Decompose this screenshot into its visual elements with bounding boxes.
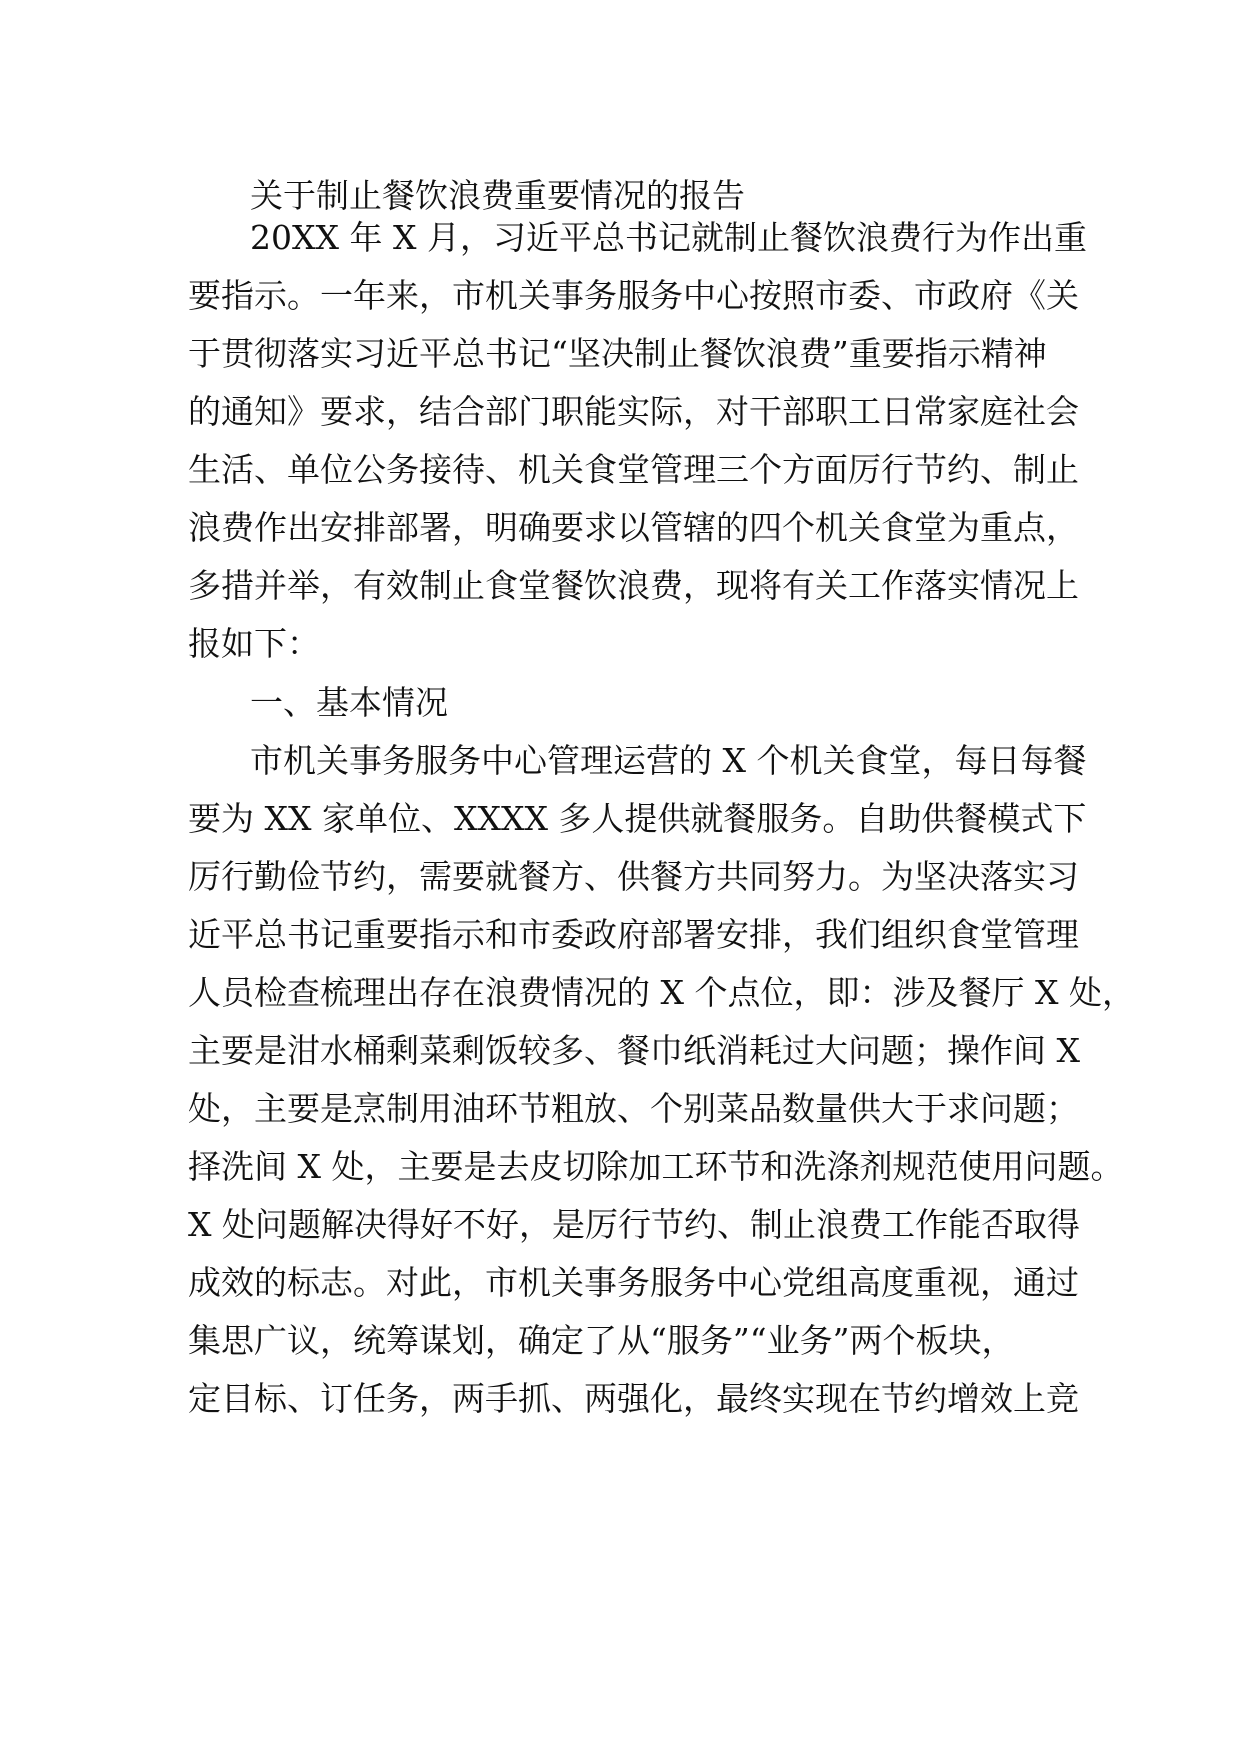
document-title: 关于制止餐饮浪费重要情况的报告 (250, 176, 745, 215)
paragraph-line: 定目标、订任务，两手抓、两强化，最终实现在节约增效上竞 (188, 1379, 1079, 1418)
paragraph-line: 择洗间 X 处，主要是去皮切除加工环节和洗涤剂规范使用问题。 (188, 1147, 1124, 1186)
paragraph-line: 成效的标志。对此，市机关事务服务中心党组高度重视，通过 (188, 1263, 1079, 1302)
paragraph-line: 生活、单位公务接待、机关食堂管理三个方面厉行节约、制止 (188, 450, 1079, 489)
paragraph-line: 于贯彻落实习近平总书记“坚决制止餐饮浪费”重要指示精神 (188, 334, 1047, 373)
paragraph-line: 人员检查梳理出存在浪费情况的 X 个点位，即：涉及餐厅 X 处， (188, 973, 1135, 1012)
section-heading: 一、基本情况 (250, 683, 448, 722)
paragraph-line: 多措并举，有效制止食堂餐饮浪费，现将有关工作落实情况上 (188, 566, 1079, 605)
paragraph-line: 主要是泔水桶剩菜剩饭较多、餐巾纸消耗过大问题；操作间 X (188, 1031, 1080, 1070)
paragraph-line: 20XX 年 X 月，习近平总书记就制止餐饮浪费行为作出重 (250, 218, 1087, 257)
paragraph-line: 厉行勤俭节约，需要就餐方、供餐方共同努力。为坚决落实习 (188, 857, 1079, 896)
paragraph-line: 处，主要是烹制用油环节粗放、个别菜品数量供大于求问题； (188, 1089, 1079, 1128)
paragraph-line: 浪费作出安排部署，明确要求以管辖的四个机关食堂为重点， (188, 508, 1079, 547)
paragraph-line: X 处问题解决得好不好，是厉行节约、制止浪费工作能否取得 (188, 1205, 1080, 1244)
paragraph-line: 要指示。一年来，市机关事务服务中心按照市委、市政府《关 (188, 276, 1079, 315)
paragraph-line: 要为 XX 家单位、XXXX 多人提供就餐服务。自助供餐模式下 (188, 799, 1087, 838)
paragraph-line: 报如下： (188, 624, 320, 663)
paragraph-line: 集思广议，统筹谋划，确定了从“服务”“业务”两个板块， (188, 1321, 1015, 1360)
paragraph-line: 的通知》要求，结合部门职能实际，对干部职工日常家庭社会 (188, 392, 1079, 431)
paragraph-line: 市机关事务服务中心管理运营的 X 个机关食堂，每日每餐 (250, 741, 1087, 780)
paragraph-line: 近平总书记重要指示和市委政府部署安排，我们组织食堂管理 (188, 915, 1079, 954)
